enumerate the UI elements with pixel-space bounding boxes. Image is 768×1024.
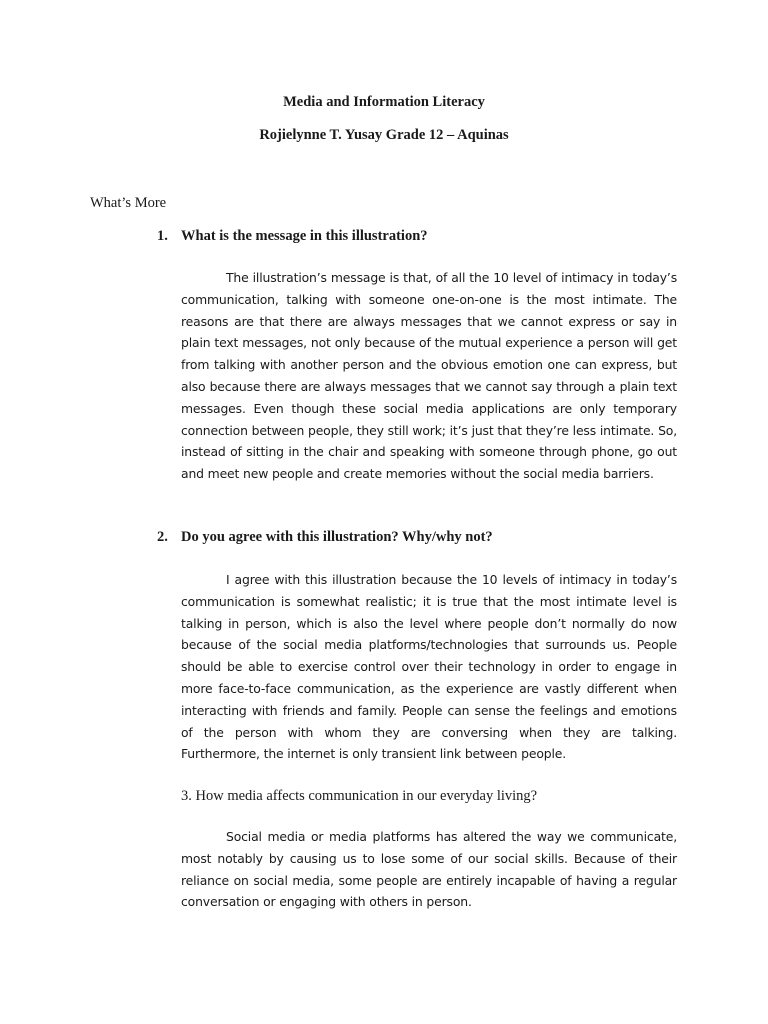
question-1-text: What is the message in this illustration? [181,228,428,244]
question-1-number: 1. [157,228,168,244]
answer-3: Social media or media platforms has altered the way we communicate, most notably by causing us to lose some of our social skills. Because of their reliance on social media, some people are entirely incapable of having a regular conversation or engaging with others in person. [181,829,677,910]
question-2-text: Do you agree with this illustration? Why/why not? [181,529,493,545]
question-2 [157,529,493,546]
answer-2: I agree with this illustration because the 10 levels of intimacy in today’s communication is somewhat realistic; it is true that the most intimate level is talking in person, which is also the level where people don’t normally do now because of the social media platforms/technologies that surrounds us. People should be able to exercise control over their technology in order to engage in more face-to-face communication, as the experience are vastly different when interacting with friends and family. People can sense the feelings and emotions of the person with whom they are conversing when they are talking. Furthermore, the internet is only transient link between people. [181,572,677,762]
question-2-number: 2. [157,529,168,545]
question-1 [157,228,428,245]
section-label: What’s More [90,195,167,211]
document-title: Media and Information Literacy [283,94,485,110]
answer-1: The illustration’s message is that, of all the 10 level of intimacy in today’s communication, talking with someone one-on-one is the most intimate. The reasons are that there are always messages that we cannot express or say in plain text messages, not only because of the mutual experience a person will get from talking with another person and the obvious emotion one can express, but also because there are always messages that we cannot say through a plain text messages. Even though these social media applications are only temporary connection between people, they still work; it’s just that they’re less intimate. So, instead of sitting in the chair and speaking with someone through phone, go out and meet new people and create memories without the social media barriers. [181,270,677,482]
author-line: Rojielynne T. Yusay Grade 12 – Aquinas [259,127,509,143]
question-3: 3. How media affects communication in our everyday living? [181,788,538,804]
